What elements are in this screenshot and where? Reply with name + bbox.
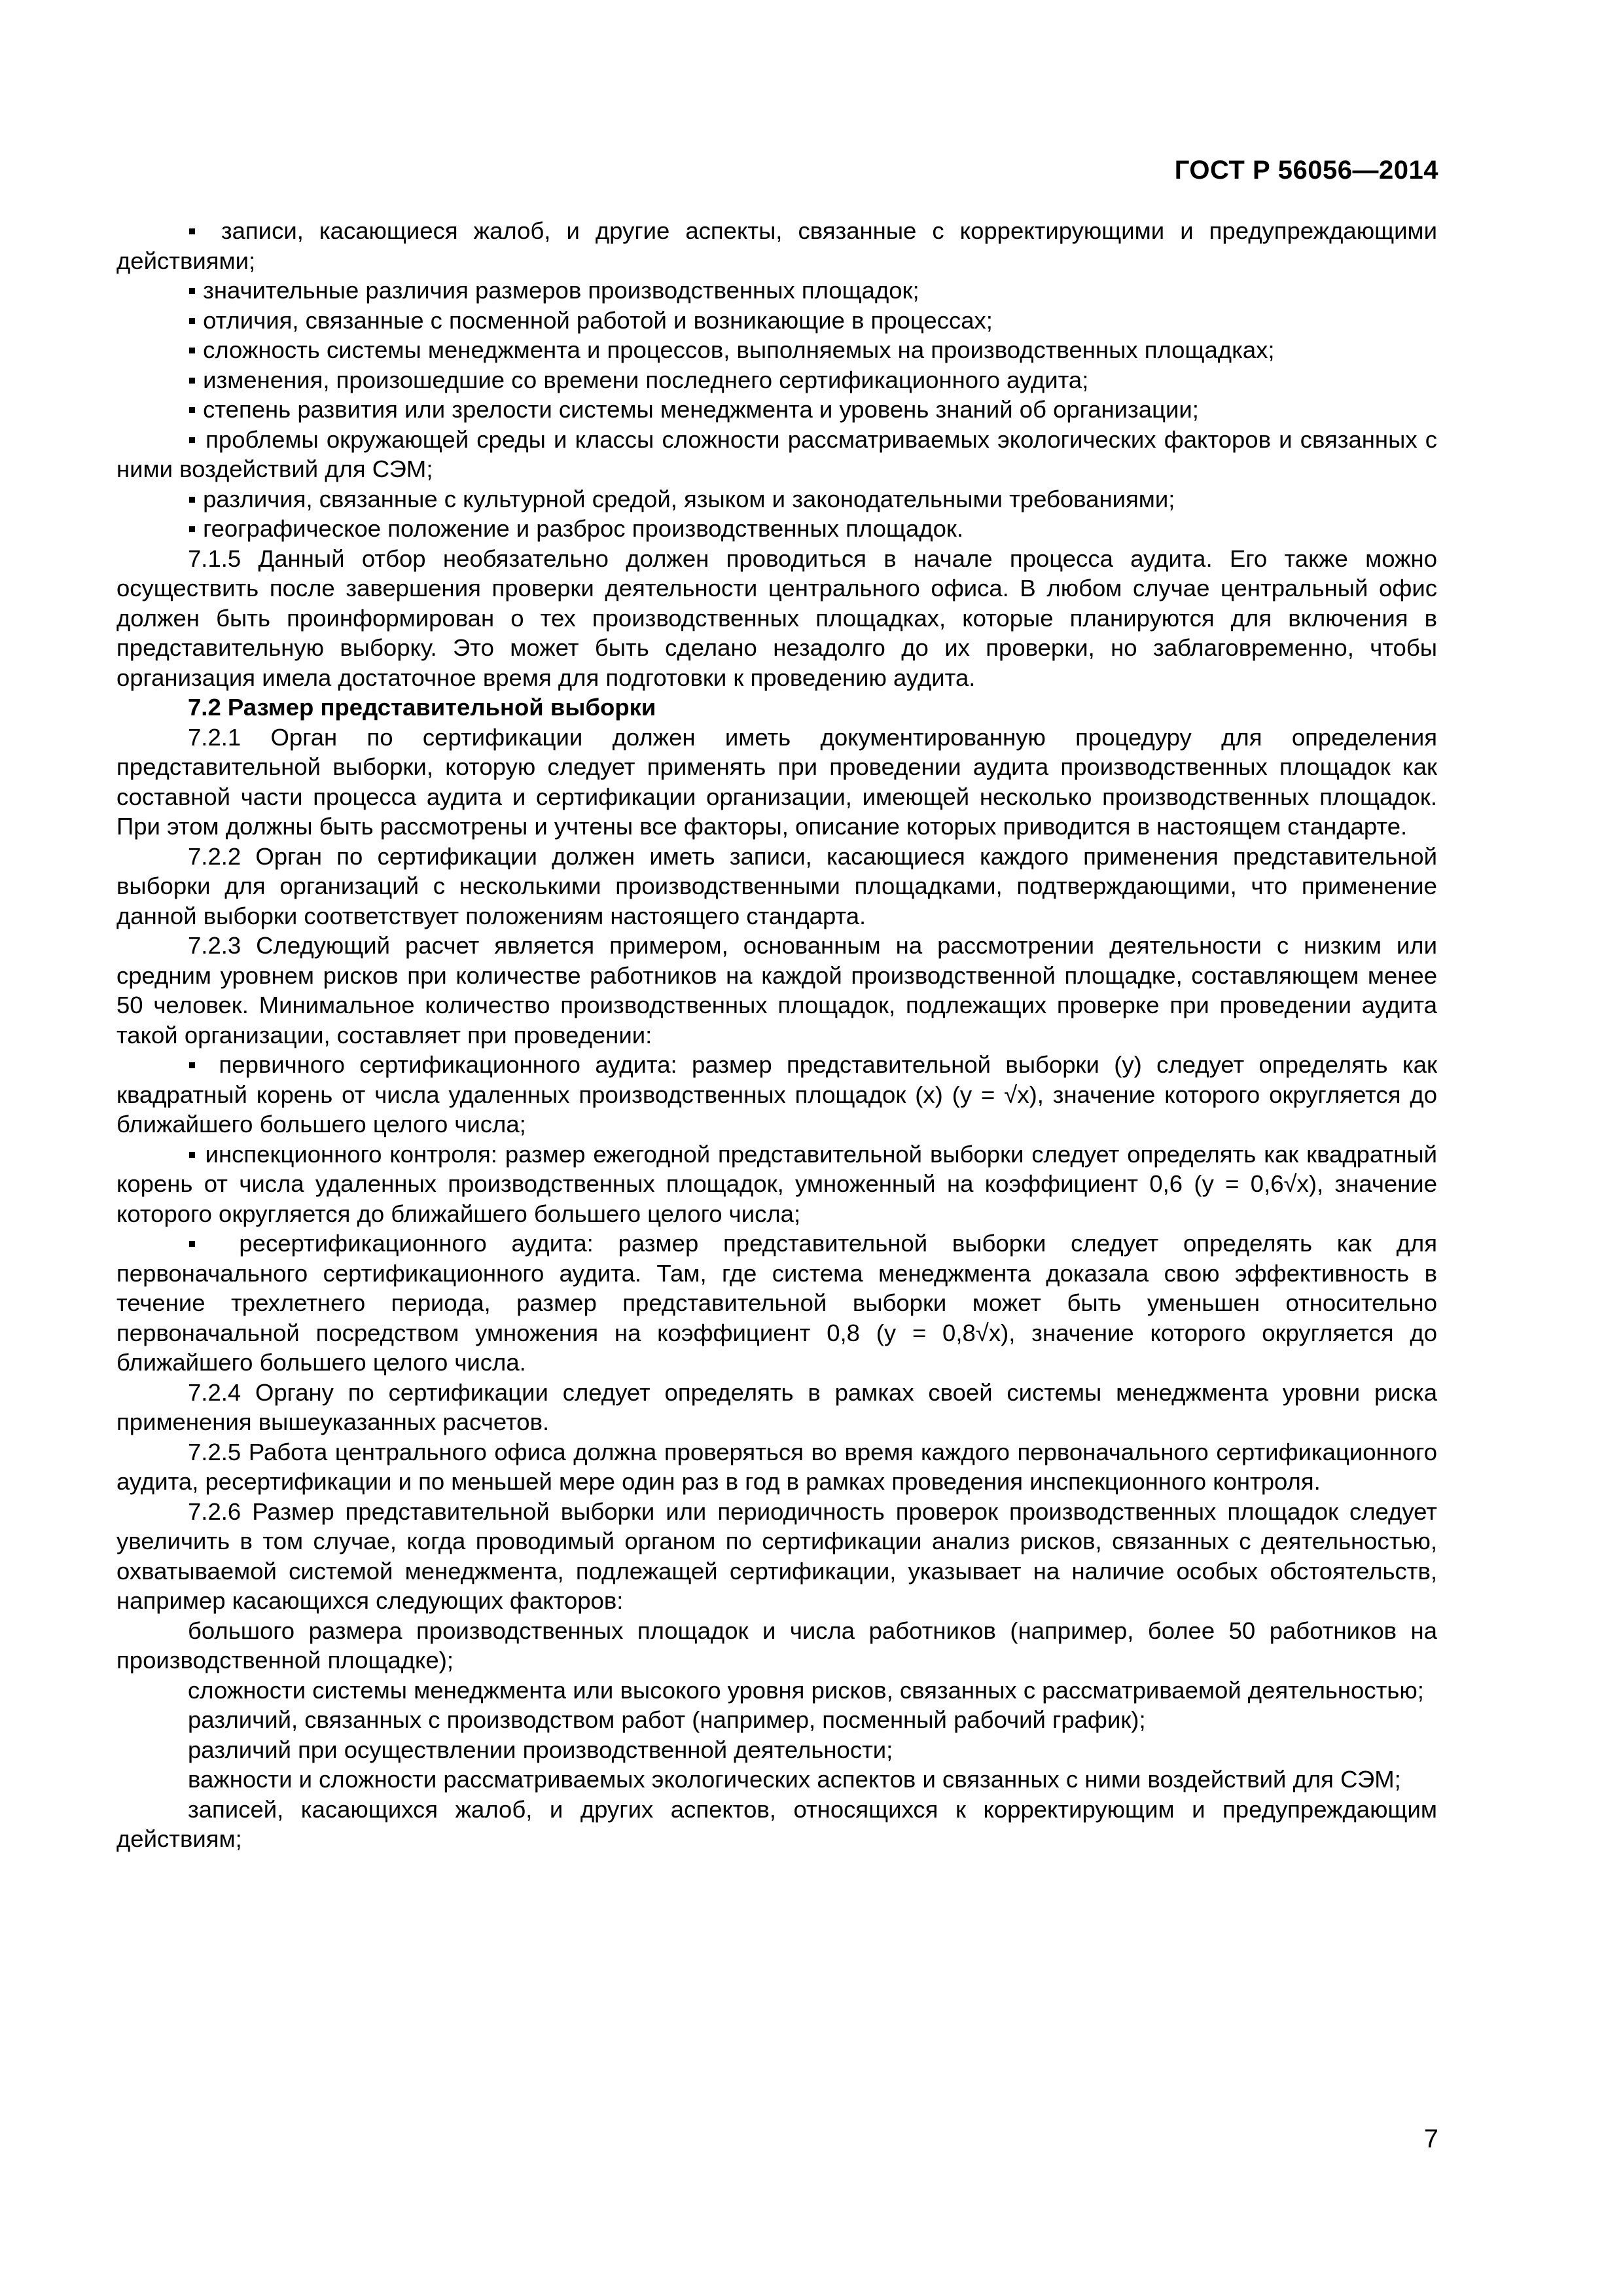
paragraph-7-2-4: 7.2.4 Органу по сертификации следует определять в рамках своей системы менеджмента уровни риска применения вышеуказанных расчетов.	[116, 1378, 1437, 1435]
bullet-item: ▪ инспекционного контроля: размер ежегодной представительной выборки следует определять как квадратный корень от числа удаленных производственных площадок, умноженный на коэффициент 0,6 (y = 0,6√x), значение которого округляется до ближайшего большего целого числа;	[116, 1139, 1437, 1229]
bullet-item: ▪ записи, касающиеся жалоб, и другие аспекты, связанные с корректирующими и предупреждающими действиями;	[116, 216, 1437, 276]
paragraph-7-2-5: 7.2.5 Работа центрального офиса должна проверяться во время каждого первоначального сертификационного аудита, ресертификации и по меньшей мере один раз в год в рамках проведения инспекционного контроля.	[116, 1438, 1437, 1495]
factor-item: сложности системы менеджмента или высокого уровня рисков, связанных с рассматриваемой деятельностью;	[188, 1676, 1424, 1704]
paragraph-7-2-3: 7.2.3 Следующий расчет является примером, основанным на рассмотрении деятельности с низким или средним уровнем рисков при количестве работников на каждой производственной площадке, составляющем менее 50 человек. Минимальное количество производственных площадок, подлежащих проверке при проведении аудита такой организации, составляет при проведении:	[116, 932, 1437, 1049]
bullet-item: ▪ ресертификационного аудита: размер представительной выборки следует определять как для первоначального сертификационного аудита. Там, где система менеджмента доказала свою эффективность в течение трехлетнего периода, размер представительной выборки может быть уменьшен относительно первоначальной посредством умножения на коэффициент 0,8 (y = 0,8√x), значение которого округляется до ближайшего большего целого числа.	[116, 1229, 1437, 1378]
section-heading-7-2: 7.2 Размер представительной выборки	[188, 694, 656, 721]
bullet-item: ▪ проблемы окружающей среды и классы сложности рассматриваемых экологических факторов и связанных с ними воздействий для СЭМ;	[116, 425, 1437, 484]
factor-item: записей, касающихся жалоб, и других аспектов, относящихся к корректирующим и предупреждающим действиям;	[116, 1795, 1437, 1852]
document-body	[116, 216, 1437, 1854]
factor-item: большого размера производственных площадок и числа работников (например, более 50 работников на производственной площадке);	[116, 1617, 1437, 1674]
bullet-item: ▪ первичного сертификационного аудита: размер представительной выборки (y) следует определять как квадратный корень от числа удаленных производственных площадок (x) (y = √x), значение которого округляется до ближайшего большего целого числа;	[116, 1050, 1437, 1139]
bullet-item: ▪ географическое положение и разброс производственных площадок.	[116, 514, 1437, 544]
factor-item: важности и сложности рассматриваемых экологических аспектов и связанных с ними воздействий для СЭМ;	[188, 1766, 1401, 1793]
bullet-item: ▪ различия, связанные с культурной средой, языком и законодательными требованиями;	[116, 484, 1437, 514]
paragraph-7-1-5: 7.1.5 Данный отбор необязательно должен проводиться в начале процесса аудита. Его также можно осуществить после завершения проверки деятельности центрального офиса. В любом случае центральный офис должен быть проинформирован о тех производственных площадках, которые планируются для включения в представительную выборку. Это может быть сделано незадолго до их проверки, но заблаговременно, чтобы организация имела достаточное время для подготовки к проведению аудита.	[116, 545, 1437, 691]
bullet-item: ▪ сложность системы менеджмента и процессов, выполняемых на производственных площадках;	[116, 335, 1437, 365]
paragraph-7-2-2: 7.2.2 Орган по сертификации должен иметь записи, касающиеся каждого применения представительной выборки для организаций с несколькими производственными площадками, подтверждающими, что применение данной выборки соответствует положениям настоящего стандарта.	[116, 842, 1437, 929]
bullet-item: ▪ изменения, произошедшие со времени последнего сертификационного аудита;	[116, 365, 1437, 395]
standard-code-header: ГОСТ Р 56056—2014	[1174, 156, 1438, 185]
factor-item: различий при осуществлении производственной деятельности;	[188, 1736, 893, 1763]
paragraph-7-2-1: 7.2.1 Орган по сертификации должен иметь документированную процедуру для определения представительной выборки, которую следует применять при проведении аудита производственных площадок как составной части процесса аудита и сертификации организации, имеющей несколько производственных площадок. При этом должны быть рассмотрены и учтены все факторы, описание которых приводится в настоящем стандарте.	[116, 723, 1437, 840]
bullet-item: ▪ отличия, связанные с посменной работой и возникающие в процессах;	[116, 306, 1437, 336]
page-number: 7	[1423, 2125, 1438, 2153]
bullet-item: ▪ степень развития или зрелости системы менеджмента и уровень знаний об организации;	[116, 395, 1437, 425]
paragraph-7-2-6: 7.2.6 Размер представительной выборки или периодичность проверок производственных площадок следует увеличить в том случае, когда проводимый органом по сертификации анализ рисков, связанных с деятельностью, охватываемой системой менеджмента, подлежащей сертификации, указывает на наличие особых обстоятельств, например касающихся следующих факторов:	[116, 1498, 1437, 1614]
bullet-item: ▪ значительные различия размеров производственных площадок;	[116, 276, 1437, 306]
factor-item: различий, связанных с производством работ (например, посменный рабочий график);	[188, 1706, 1146, 1733]
